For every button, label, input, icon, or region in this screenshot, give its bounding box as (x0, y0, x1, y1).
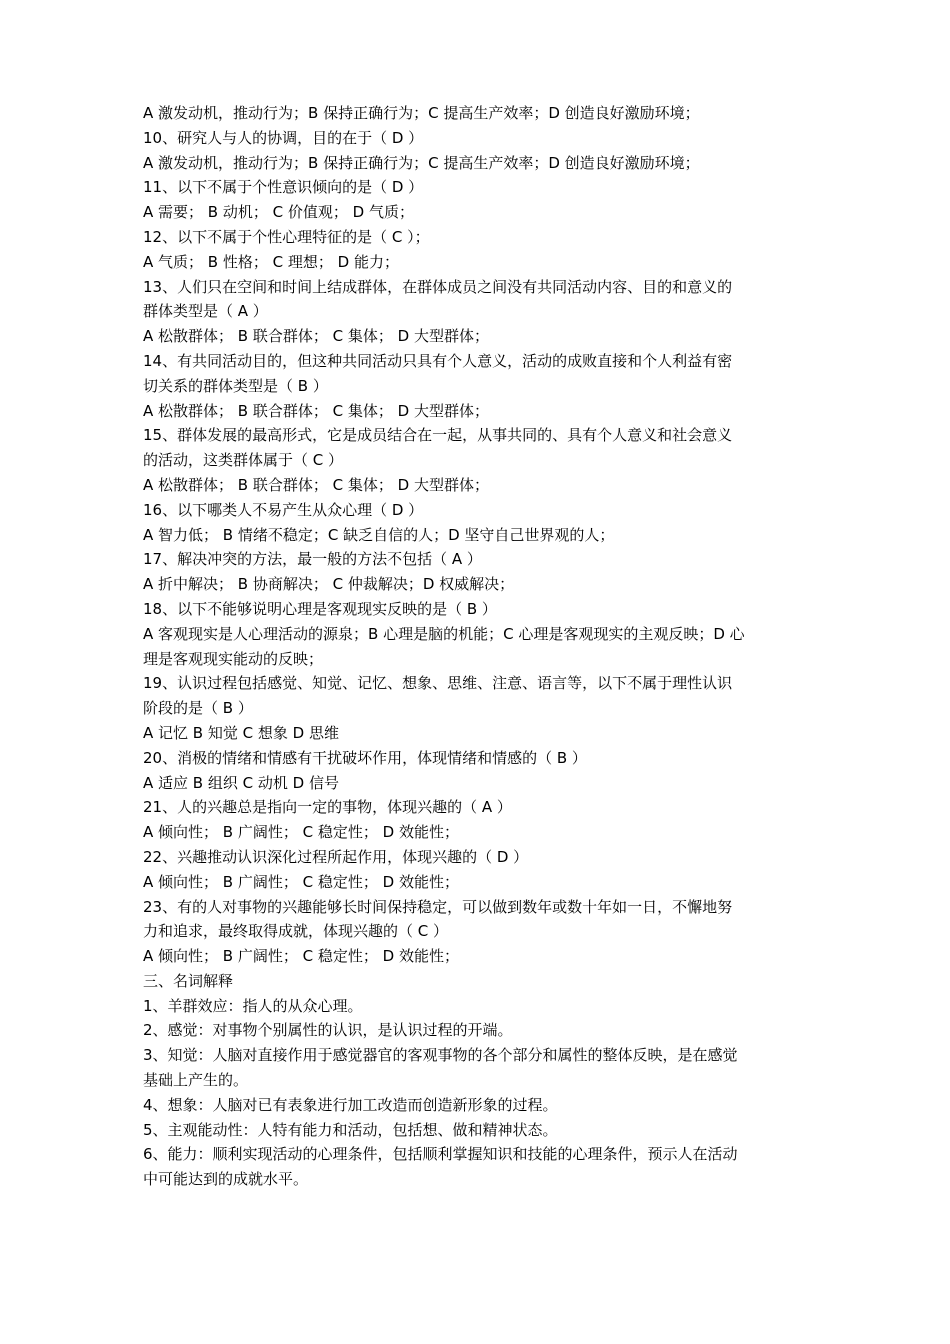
answer-options-line: A 松散群体； B 联合群体； C 集体； D 大型群体； (143, 401, 489, 420)
question-13-continued: 群体类型是（ A ） (143, 302, 268, 321)
question-15: 15、群体发展的最高形式，它是成员结合在一起，从事共同的、具有个人意义和社会意义 (143, 426, 733, 445)
question-21: 21、人的兴趣总是指向一定的事物，体现兴趣的（ A ） (143, 798, 512, 817)
term-definition-6: 6、能力：顺利实现活动的心理条件，包括顺利掌握知识和技能的心理条件，预示人在活动 (143, 1145, 738, 1164)
answer-options-line: A 折中解决； B 协商解决； C 仲裁解决；D 权威解决； (143, 575, 515, 594)
question-10: 10、研究人与人的协调，目的在于（ D ） (143, 128, 424, 147)
answer-options-line: A 记忆 B 知觉 C 想象 D 思维 (143, 723, 339, 742)
question-13: 13、人们只在空间和时间上结成群体，在群体成员之间没有共同活动内容、目的和意义的 (143, 277, 733, 296)
term-definition-3: 3、知觉：人脑对直接作用于感觉器官的客观事物的各个部分和属性的整体反映，是在感觉 (143, 1046, 738, 1065)
answer-options-line: A 智力低； B 情绪不稳定；C 缺乏自信的人；D 坚守自己世界观的人； (143, 525, 615, 544)
answer-options-line: A 适应 B 组织 C 动机 D 信号 (143, 773, 339, 792)
answer-options-line: A 客观现实是人心理活动的源泉；B 心理是脑的机能；C 心理是客观现实的主观反映；D 心 (143, 624, 745, 643)
answer-options-continued: 理是客观现实能动的反映； (143, 649, 324, 668)
section-heading: 三、名词解释 (143, 971, 234, 990)
answer-options-line: A 松散群体； B 联合群体； C 集体； D 大型群体； (143, 327, 489, 346)
term-definition-2: 2、感觉：对事物个别属性的认识，是认识过程的开端。 (143, 1021, 513, 1040)
term-definition-3-continued: 基础上产生的。 (143, 1071, 249, 1090)
question-11: 11、以下不属于个性意识倾向的是（ D ） (143, 178, 424, 197)
question-16: 16、以下哪类人不易产生从众心理（ D ） (143, 500, 424, 519)
question-23-continued: 力和追求，最终取得成就，体现兴趣的（ C ） (143, 922, 449, 941)
question-14: 14、有共同活动目的，但这种共同活动只具有个人意义，活动的成败直接和个人利益有密 (143, 351, 733, 370)
answer-options-line: A 倾向性； B 广阔性； C 稳定性； D 效能性； (143, 823, 459, 842)
term-definition-5: 5、主观能动性：人特有能力和活动，包括想、做和精神状态。 (143, 1120, 558, 1139)
question-17: 17、解决冲突的方法，最一般的方法不包括（ A ） (143, 550, 482, 569)
term-definition-1: 1、羊群效应：指人的从众心理。 (143, 996, 363, 1015)
answer-options-line: A 气质； B 性格； C 理想； D 能力； (143, 252, 399, 271)
term-definition-6-continued: 中可能达到的成就水平。 (143, 1170, 309, 1189)
question-20: 20、消极的情绪和情感有干扰破坏作用，体现情绪和情感的（ B ） (143, 748, 587, 767)
question-22: 22、兴趣推动认识深化过程所起作用，体现兴趣的（ D ） (143, 847, 529, 866)
question-15-continued: 的活动，这类群体属于（ C ） (143, 451, 344, 470)
answer-options-line: A 倾向性； B 广阔性； C 稳定性； D 效能性； (143, 947, 459, 966)
answer-options-line: A 倾向性； B 广阔性； C 稳定性； D 效能性； (143, 872, 459, 891)
document-page (143, 101, 813, 1192)
question-19-continued: 阶段的是（ B ） (143, 699, 253, 718)
question-19: 19、认识过程包括感觉、知觉、记忆、想象、思维、注意、语言等，以下不属于理性认识 (143, 674, 733, 693)
question-12: 12、以下不属于个性心理特征的是（ C ）； (143, 227, 430, 246)
question-18: 18、以下不能够说明心理是客观现实反映的是（ B ） (143, 599, 497, 618)
answer-options-line: A 需要； B 动机； C 价值观； D 气质； (143, 203, 414, 222)
answer-options-line: A 激发动机，推动行为；B 保持正确行为；C 提高生产效率；D 创造良好激励环境； (143, 104, 700, 122)
answer-options-line: A 激发动机，推动行为；B 保持正确行为；C 提高生产效率；D 创造良好激励环境； (143, 153, 700, 172)
question-14-continued: 切关系的群体类型是（ B ） (143, 376, 328, 395)
answer-options-line: A 松散群体； B 联合群体； C 集体； D 大型群体； (143, 475, 489, 494)
term-definition-4: 4、想象：人脑对已有表象进行加工改造而创造新形象的过程。 (143, 1095, 558, 1114)
question-23: 23、有的人对事物的兴趣能够长时间保持稳定，可以做到数年或数十年如一日，不懈地努 (143, 897, 733, 916)
